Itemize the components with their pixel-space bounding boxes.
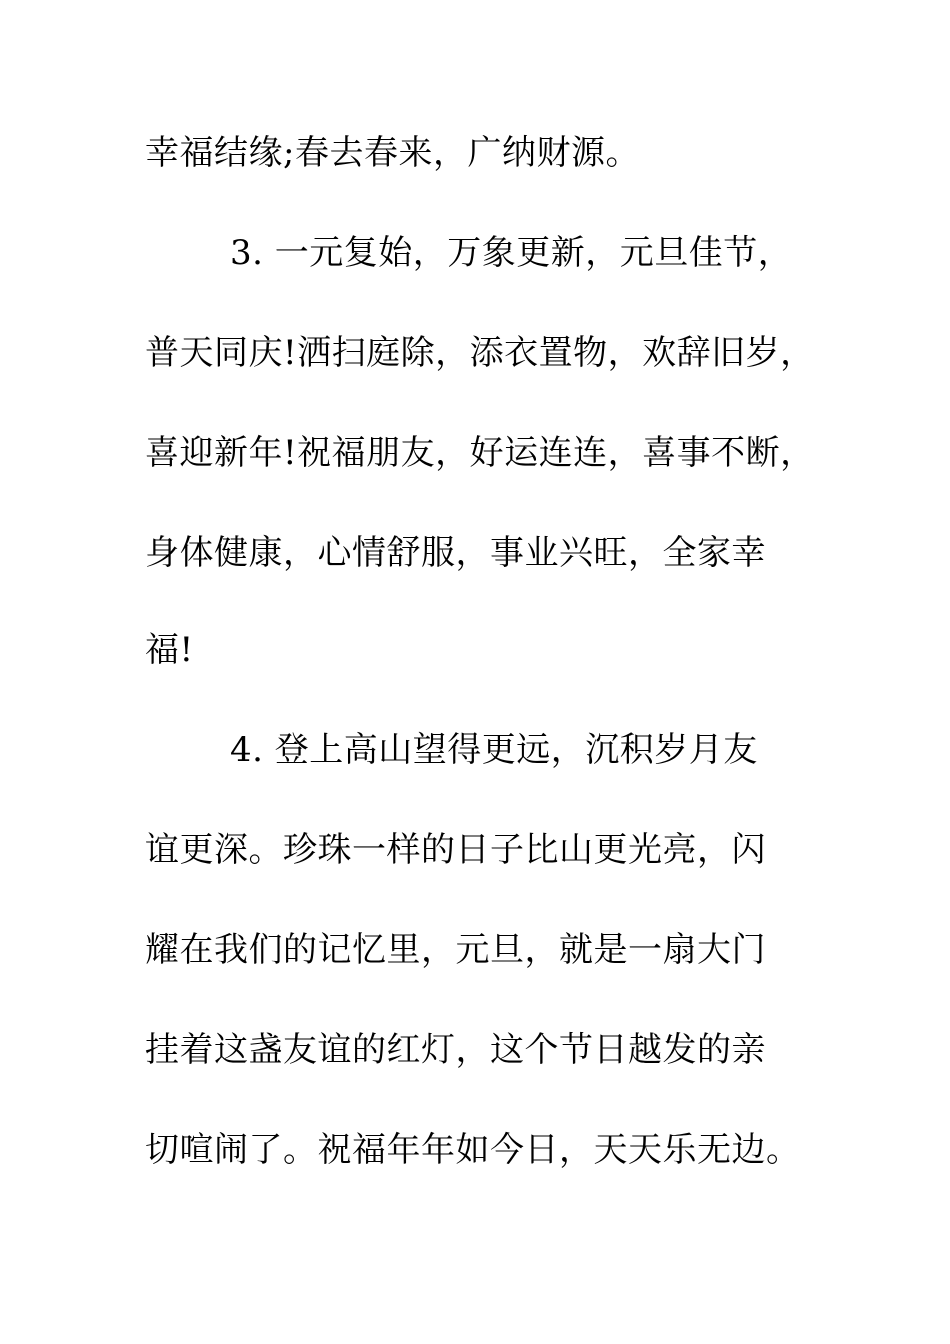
list-item-3-start: 3. 一元复始，万象更新，元旦佳节， bbox=[230, 233, 793, 273]
text-line: 耀在我们的记忆里，元旦，就是一扇大门 bbox=[145, 930, 766, 970]
text-line: 福! bbox=[145, 630, 194, 670]
text-line: 喜迎新年!祝福朋友，好运连连，喜事不断， bbox=[145, 433, 815, 473]
text-line: 普天同庆!洒扫庭除，添衣置物，欢辞旧岁， bbox=[145, 333, 815, 373]
text-line: 身体健康，心情舒服，事业兴旺，全家幸 bbox=[145, 533, 766, 573]
text-line: 挂着这盏友谊的红灯，这个节日越发的亲 bbox=[145, 1030, 766, 1070]
text-line: 谊更深。珍珠一样的日子比山更光亮，闪 bbox=[145, 830, 766, 870]
list-item-4-start: 4. 登上高山望得更远，沉积岁月友 bbox=[230, 730, 758, 770]
text-line: 幸福结缘;春去春来，广纳财源。 bbox=[145, 133, 640, 173]
text-line: 切喧闹了。祝福年年如今日，天天乐无边。 bbox=[145, 1130, 801, 1170]
